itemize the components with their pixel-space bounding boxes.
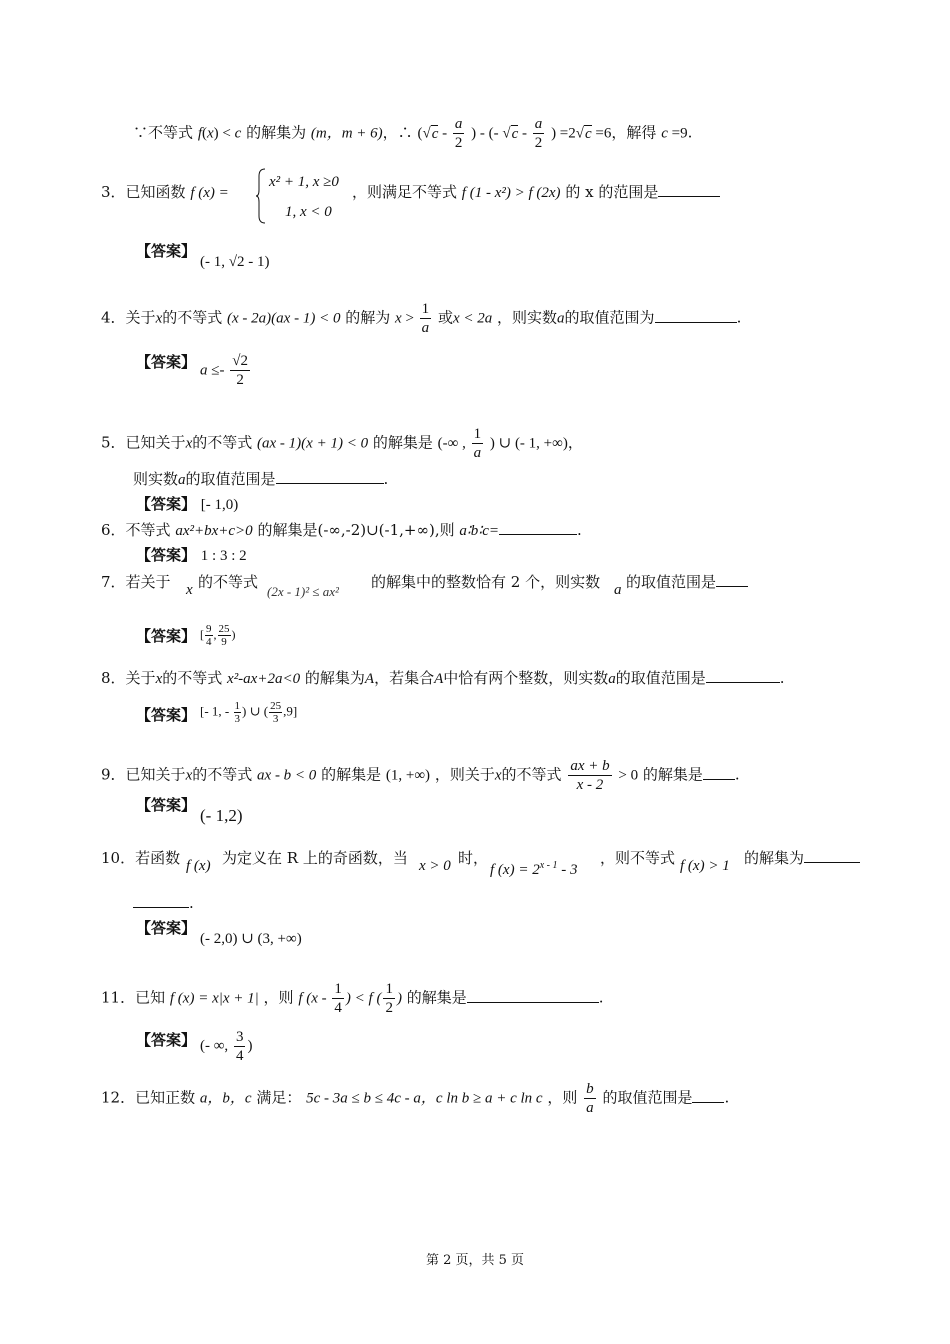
question-10-b: 为定义在 R 上的奇函数，当 [222,849,408,867]
answer-label: 【答案】 [136,242,197,260]
answer-label: 【答案】 [136,706,197,724]
brace-icon [256,168,266,224]
question-7: 7．若关于 [101,573,171,591]
answer-10: (- 2,0) ∪ (3, +∞) [200,931,302,947]
question-10: 10．若函数 [101,849,181,867]
answer-blank[interactable] [499,520,577,535]
answer-7: [ $\frac{9}{4}$ , $\frac{25}{9}$ ) [200,623,236,648]
question-3: 3．已知函数 f (x) = [101,183,229,201]
question-12: 12．已知正数 a，b，c 满足： 5c - 3a ≤ b ≤ 4c - a，c ln b ≥ a + c ln c ，则 $\frac{b}{a}$ 的取值范围是 . [101,1081,730,1116]
piecewise-case-1: x² + 1, x ≥0 [269,174,339,190]
answer-11: (- ∞, $\frac{3}{4}$ ) [200,1029,253,1064]
answer-4: a ≤- $\frac{√2}{2}$ [200,353,248,388]
answer-label: 【答案】 [136,796,197,814]
question-7-b: 的不等式 [198,573,259,591]
answer-blank[interactable] [716,572,748,587]
question-8: 8．关于x的不等式 x²-ax+2a<0 的解集为A，若集合A中恰有两个整数，则实数a的取值范围是 . [101,669,785,687]
answer-6: 1 : 3 : 2 [200,548,247,564]
answer-blank[interactable] [276,469,384,484]
answer-9: (- 1,2) [200,806,243,825]
question-10-e: 的解集为 [744,848,860,868]
question-10-d: ，则不等式 [600,849,676,867]
var-x: x [186,582,193,598]
answer-5: [- 1,0) [200,497,239,513]
answer-label: 【答案】 [136,1031,197,1049]
question-5-line2: 则实数a的取值范围是 . [133,470,389,488]
answer-8: [- 1, - $\frac{1}{3}$ ) ∪ ( $\frac{25}{3}$ ,9] [200,700,298,725]
answer-label: 【答案】 [136,627,197,645]
answer-label: 【答案】 [136,353,197,371]
answer-blank[interactable] [467,988,599,1003]
answer-3: (- 1, √2 - 1) [200,254,270,270]
question-5: 5．已知关于x的不等式 (ax - 1)(x + 1) < 0 的解集是 (-∞ , $\frac{1}{a}$ ) ∪ (- 1, +∞)， [101,426,583,461]
func-f: f (x) [186,858,211,874]
question-10-line2: . [133,893,194,913]
answer-blank[interactable] [655,308,737,323]
question-3-cont: ，则满足不等式 f (1 - x²) > f (2x) 的 x 的范围是 [352,182,720,203]
answer-blank[interactable] [804,848,860,863]
solution-line: ∵不等式 f(x) < c 的解集为 (m，m + 6)，∴ (√c - $\frac{a}{2}$ ) - (- √c - $\frac{a}{2}$ ) =2√c =6，解得 c =9. [133,116,693,151]
answer-blank[interactable] [706,668,780,683]
question-6: 6．不等式 ax²+bx+c>0 的解集是(-∞,-2)∪(-1,+∞),则 a∶b∶c= . [101,521,582,539]
answer-blank[interactable] [703,765,735,780]
question-7-c: 的解集中的整数恰有 2 个，则实数 [371,573,601,591]
answer-label: 【答案】 [136,919,197,937]
question-11: 11．已知 f (x) = x|x + 1| ，则 f (x - $\frac{1}{4}$ ) < f ( $\frac{1}{2}$ ) 的解集是 . [101,981,604,1016]
question-10-c: 时， [458,849,489,867]
answer-6-row: 【答案】 1 : 3 : 2 [136,546,247,564]
inequality-10: f (x) > 1 [680,858,730,874]
piecewise-brace [256,168,266,224]
answer-blank[interactable] [133,893,189,908]
answer-5-row: 【答案】 [- 1,0) [136,495,239,513]
piecewise-case-2: 1, x < 0 [285,204,332,220]
question-7-d: 的取值范围是 [626,572,748,592]
var-a: a [614,582,622,598]
page-number: 第 2 页，共 5 页 [425,1253,525,1268]
answer-blank[interactable] [692,1088,724,1103]
question-9: 9．已知关于x的不等式 ax - b < 0 的解集是 (1, +∞) ，则关于x的不等式 $\frac{ax + b}{x - 2}$ > 0 的解集是 . [101,758,740,793]
inequality-7: (2x - 1)² ≤ ax² [267,584,339,599]
condition-10: x > 0 [419,858,451,874]
function-10: f $(x) = 2^{x - 1} - 3$ [490,860,578,878]
answer-blank[interactable] [658,182,720,197]
question-4: 4．关于x的不等式 (x - 2a)(ax - 1) < 0 的解为 x > $\frac{1}{a}$ 或x < 2a ，则实数a的取值范围为 . [101,301,742,336]
